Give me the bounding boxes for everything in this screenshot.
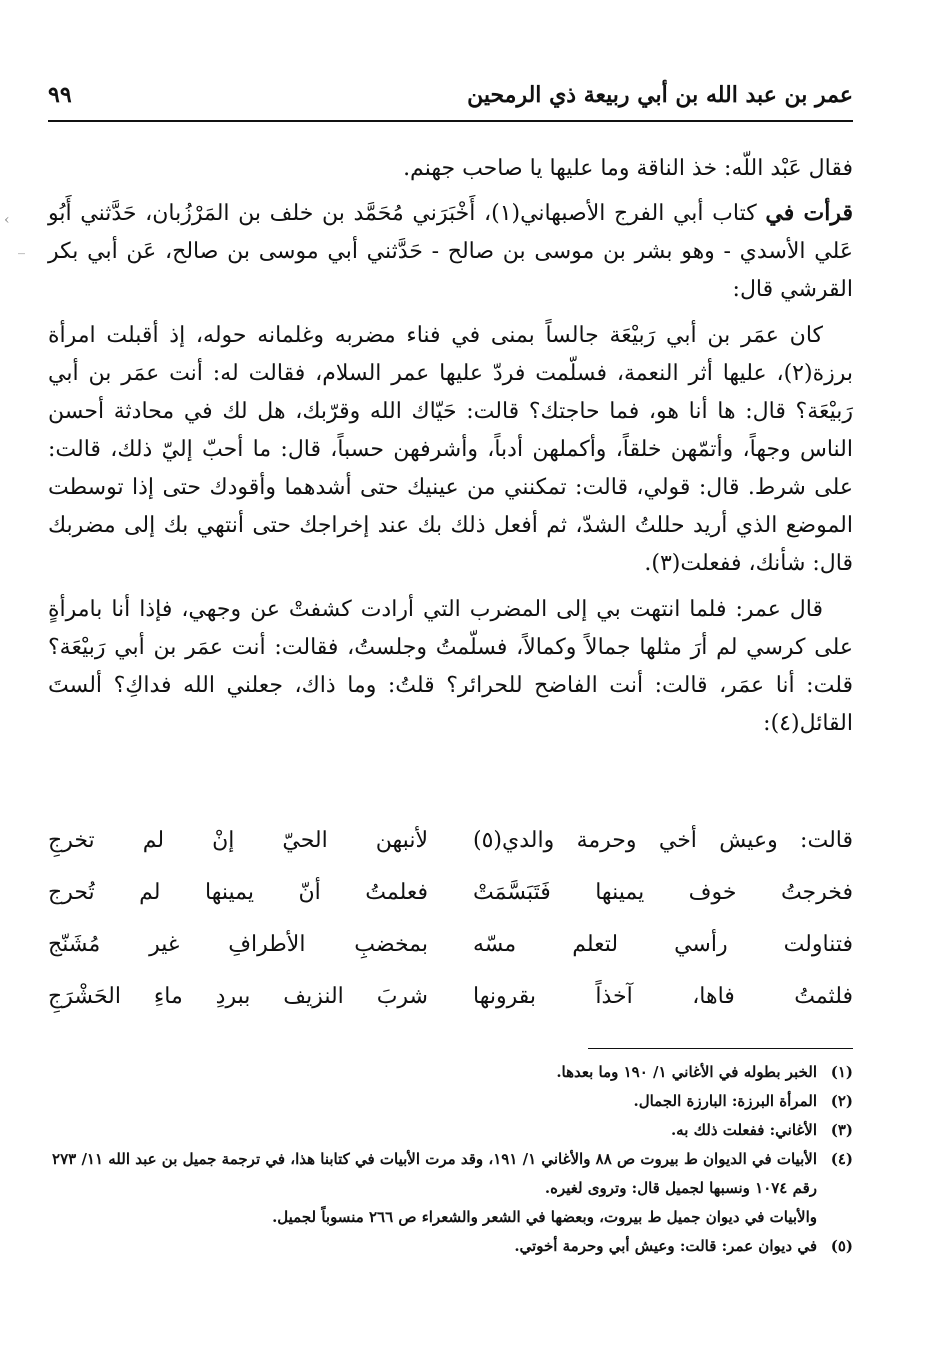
footnote-number: (١) xyxy=(830,1063,853,1081)
verse-first-hemistich: فلثمتُ فاها، آخذاً بقرونها xyxy=(473,984,853,1009)
verse-second-hemistich: بمخضبِ الأطرافِ غير مُشَنّج xyxy=(48,932,428,957)
main-text xyxy=(48,150,853,743)
footnote-number: (٤) xyxy=(830,1150,853,1168)
verse-row xyxy=(48,828,853,880)
verse-block xyxy=(48,828,853,1036)
margin-mark: ‾ xyxy=(18,252,25,268)
footnote-text: الأغاني: ففعلت ذلك به. xyxy=(670,1121,817,1139)
verse-second-hemistich: فعلمتُ أنّ يمينها لم تُحرج xyxy=(48,880,428,905)
footnote-text: الأبيات في الديوان ط بيروت ص ٨٨ والأغاني ١/ ١٩١، وقد مرت الأبيات في كتابنا هذا، في ترجمة جميل بن عبد الله ١١/ ٢٧٣ رقم ١٠٧٤ ونسبها لجميل قال: وتروى لغيره. xyxy=(52,1150,817,1197)
footnote-number: (٥) xyxy=(830,1237,853,1255)
verse-row xyxy=(48,984,853,1036)
footnotes xyxy=(48,1058,853,1261)
verse-row xyxy=(48,880,853,932)
paragraph-3: كان عمَر بن أبي رَبيْعَة جالساً بمنى في فناء مضربه وغلمانه حوله، إذ أقبلت امرأة برزة(٢)، عليها أثر النعمة، فسلّمت فردّ عليها عمر السلام، فقالت له: أنت عمَر بن أبي رَبيْعَة؟ قال: ها أنا هو، فما حاجتك؟ قالت: حَيّاك الله وقرّبك، هل لك في محادثة أحسن الناس وجهاً، وأتمّهن خلقاً، وأكملهن أدباً، وأشرفهن حسباً، قال: ما أحبّ إليّ ذلك، قالت: على شرط. قال: قولي، قالت: تمكنني من عينيك حتى أشدهما وأقودك حتى إذا توسطت الموضع الذي أريد حللتُ الشدّ، ثم أفعل ذلك بك عند إخراجك حتى أنتهي بك إلى مضربك قال: شأنك، ففعلت(٣). xyxy=(48,323,853,576)
verse-first-hemistich: فخرجتُ خوف يمينها فَتَبَسَّمَتْ xyxy=(473,880,853,905)
footnote-text: المرأة البرزة: البارزة الجمال. xyxy=(633,1092,817,1110)
paragraph-4: قال عمر: فلما انتهت بي إلى المضرب التي أرادت كشفتْ عن وجهي، فإذا أنا بامرأةٍ على كرسي لم أرَ مثلها جمالاً وكمالاً، فسلّمتُ وجلستُ، فقالت: أنت عمَر بن أبي رَبيْعَة؟ قلت: أنا عمَر، قالت: أنت الفاضح للحرائر؟ قلتُ: وما ذاك، جعلني الله فداكِ؟ ألستَ القائل(٤): xyxy=(48,597,853,736)
paragraph-1: فقال عَبْد اللّه: خذ الناقة وما عليها يا صاحب جهنم. xyxy=(403,156,853,181)
page-number: ٩٩ xyxy=(48,82,72,108)
footnote xyxy=(48,1058,853,1087)
footnote xyxy=(48,1232,853,1261)
verse-first-hemistich: فتناولت رأسي لتعلم مسّه xyxy=(473,932,853,957)
verse-first-hemistich: قالت: وعيش أخي وحرمة والدي(٥) xyxy=(473,828,853,853)
footnote-number: (٣) xyxy=(830,1121,853,1139)
header-rule xyxy=(48,120,853,122)
verse-second-hemistich: شربَ النزيف ببردِ ماءِ الحَشْرَجِ xyxy=(48,984,428,1009)
paragraph-2-text: كتاب أبي الفرج الأصبهاني(١)، أَخْبَرَني مُحَمَّد بن خلف بن المَرْزُبان، حَدَّثني أَبُو عَلي الأسدي - وهو بشر بن موسى بن صالح - حَدَّثني أبي موسى بن صالح، عَن أبي بكر القرشي قال: xyxy=(48,201,853,302)
verse-second-hemistich: لأنبهن الحيّ إنْ لم تخرجِ xyxy=(48,828,428,853)
running-title: عمر بن عبد الله بن أبي ربيعة ذي الرمحين xyxy=(467,82,853,108)
footnote-text: الخبر بطوله في الأغاني ١/ ١٩٠ وما بعدها. xyxy=(556,1063,817,1081)
footnote-text: في ديوان عمر: قالت: وعيش أبي وحرمة أخوتي. xyxy=(514,1237,817,1255)
paragraph-2-lead: قرأت في xyxy=(765,200,854,226)
footnote xyxy=(48,1145,853,1203)
margin-mark: ‹ xyxy=(4,212,10,228)
footnote-number: (٢) xyxy=(830,1092,853,1110)
page-header xyxy=(48,82,853,118)
footnote xyxy=(48,1116,853,1145)
verse-row xyxy=(48,932,853,984)
footnote xyxy=(48,1087,853,1116)
paragraph-2 xyxy=(48,194,853,309)
footnote-rule xyxy=(588,1048,853,1049)
footnote-continuation: والأبيات في ديوان جميل ط بيروت، وبعضها في الشعر والشعراء ص ٢٦٦ منسوباً لجميل. xyxy=(272,1208,817,1226)
